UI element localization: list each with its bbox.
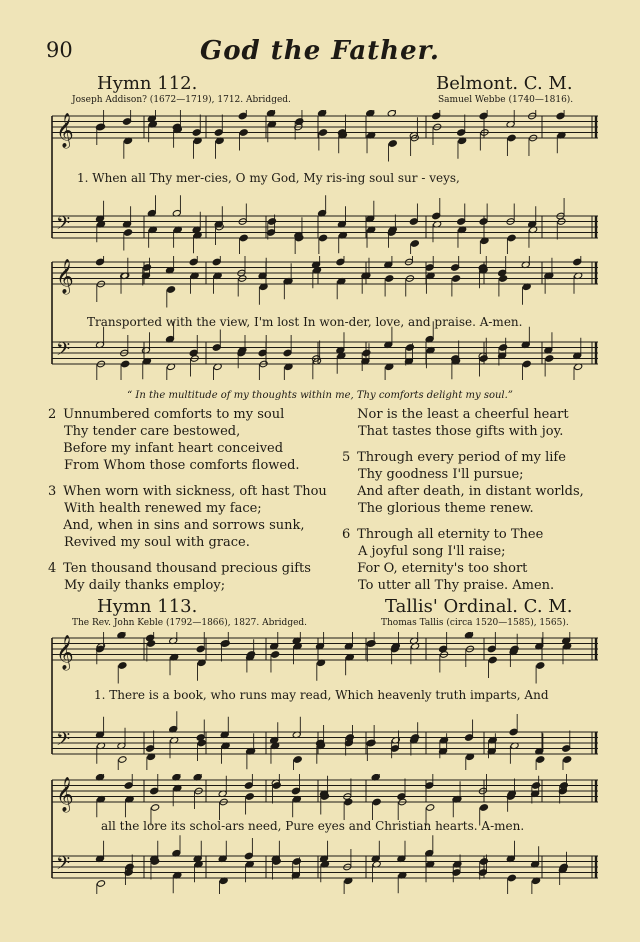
hymn-112-lyrics-line-2: Transported with the view, I'm lost In won-der, love, and praise. A-men.: [87, 315, 523, 329]
svg-text:𝄢: 𝄢: [56, 339, 71, 365]
hymn-113-lyrics-line-1: 1. There is a book, who runs may read, Which heavenly truth imparts, And: [94, 688, 549, 702]
verses-left-column: 2 Unnumbered comforts to my soul Thy tender care bestowed, Before my infant heart conceived From Whom those comforts flowed. 3 When worn with sickness, oft hast Thou With health renewed my face; And, when in sins and sorrows sunk, Revived my soul with grace. 4 Ten thousand thousand precious gifts My daily thanks employ;: [48, 407, 327, 593]
verse-2: 2 Unnumbered comforts to my soul: [48, 407, 285, 422]
svg-text:𝄞: 𝄞: [56, 259, 74, 294]
page-number: 90: [46, 38, 73, 62]
svg-text:𝄢: 𝄢: [56, 853, 71, 879]
scripture-quote: “ In the multitude of my thoughts within me, Thy comforts delight my soul.”: [127, 390, 513, 401]
running-head: God the Father.: [200, 36, 440, 66]
hymn-112-author: Joseph Addison? (1672—1719), 1712. Abridged.: [72, 95, 291, 105]
hymn-112-lyrics-line-1: 1. When all Thy mer-cies, O my God, My ris-ing soul sur - veys,: [77, 171, 460, 185]
verses-right-column: Nor is the least a cheerful heart That tastes those gifts with joy. 5 Through every period of my life Thy goodness I'll pursue; And after death, in distant worlds, The glorious theme renew. 6 Through all eternity to Thee A joyful song I'll raise; For O, eternity's too short To utter all Thy praise. Amen.: [342, 407, 584, 593]
svg-text:𝄢: 𝄢: [56, 729, 71, 755]
verse-4-continued: Nor is the least a cheerful heart: [357, 407, 569, 422]
hymn-113-author: The Rev. John Keble (1792—1866), 1827. Abridged.: [72, 618, 308, 628]
verse-6: 6 Through all eternity to Thee: [342, 527, 544, 542]
hymn-112-title: Hymn 112.: [97, 73, 198, 94]
svg-text:𝄢: 𝄢: [56, 213, 71, 239]
hymn-112-composer: Samuel Webbe (1740—1816).: [438, 95, 574, 105]
hymn-113-lyrics-line-2: all the lore its schol-ars need, Pure eyes and Christian hearts. A-men.: [101, 819, 525, 833]
hymn-113-title: Hymn 113.: [97, 596, 198, 617]
verse-5: 5 Through every period of my life: [342, 450, 566, 465]
svg-text:𝄞: 𝄞: [56, 113, 74, 148]
verse-4: 4 Ten thousand thousand precious gifts: [48, 561, 311, 576]
hymn-113-system-2: [44, 774, 600, 894]
verse-3: 3 When worn with sickness, oft hast Thou: [48, 484, 327, 499]
svg-text:𝄞: 𝄞: [56, 635, 74, 670]
svg-text:𝄞: 𝄞: [56, 777, 74, 812]
hymn-113-tune: Tallis' Ordinal. C. M.: [385, 596, 573, 617]
hymn-112-tune: Belmont. C. M.: [436, 73, 573, 94]
hymn-113-composer: Thomas Tallis (circa 1520—1585), 1565).: [381, 618, 569, 628]
